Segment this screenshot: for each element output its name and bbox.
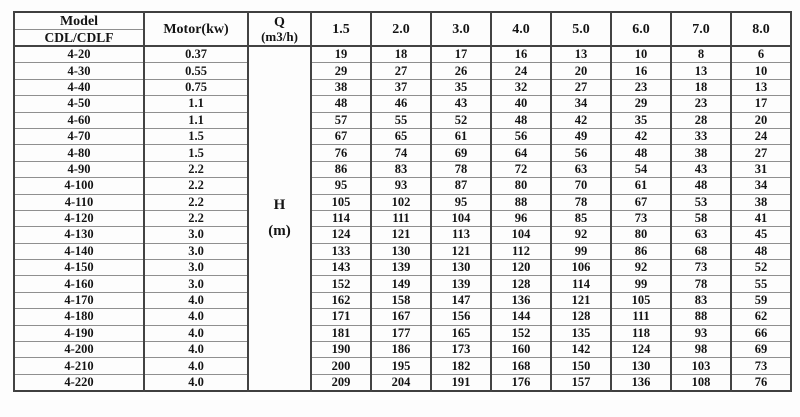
head-value-cell: 32 [491, 79, 551, 95]
model-cell: 4-20 [14, 46, 144, 63]
head-value-cell: 48 [611, 145, 671, 161]
head-value-cell: 191 [431, 374, 491, 391]
model-cell: 4-140 [14, 243, 144, 259]
head-value-cell: 48 [731, 243, 791, 259]
table-body [14, 46, 791, 391]
head-value-cell: 10 [731, 63, 791, 79]
head-value-cell: 209 [311, 374, 371, 391]
head-value-cell: 13 [731, 79, 791, 95]
head-symbol: H [273, 197, 286, 214]
head-value-cell: 128 [551, 309, 611, 325]
head-value-cell: 113 [431, 227, 491, 243]
head-value-cell: 83 [671, 292, 731, 308]
head-value-cell: 67 [311, 128, 371, 144]
head-value-cell: 114 [551, 276, 611, 292]
table-row [14, 96, 791, 112]
table-row [14, 128, 791, 144]
head-value-cell: 13 [551, 46, 611, 63]
head-value-cell: 70 [551, 178, 611, 194]
motor-cell: 3.0 [144, 227, 248, 243]
head-value-cell: 171 [311, 309, 371, 325]
head-value-cell: 48 [491, 112, 551, 128]
head-value-cell: 88 [491, 194, 551, 210]
model-cell: 4-190 [14, 325, 144, 341]
motor-cell: 2.2 [144, 210, 248, 226]
head-value-cell: 16 [491, 46, 551, 63]
model-cell: 4-100 [14, 178, 144, 194]
head-value-cell: 18 [371, 46, 431, 63]
motor-cell: 3.0 [144, 260, 248, 276]
head-value-cell: 95 [431, 194, 491, 210]
head-value-cell: 61 [431, 128, 491, 144]
head-value-cell: 114 [311, 210, 371, 226]
head-value-cell: 80 [491, 178, 551, 194]
model-cell: 4-170 [14, 292, 144, 308]
head-value-cell: 69 [731, 342, 791, 358]
flow-column-header: 4.0 [491, 12, 551, 46]
head-value-cell: 121 [371, 227, 431, 243]
table-row [14, 374, 791, 391]
motor-cell: 3.0 [144, 243, 248, 259]
head-value-cell: 124 [611, 342, 671, 358]
model-cell: 4-40 [14, 79, 144, 95]
pump-performance-table [13, 11, 792, 392]
head-value-cell: 92 [551, 227, 611, 243]
head-value-cell: 136 [491, 292, 551, 308]
flow-column-header-q [248, 12, 311, 46]
head-value-cell: 200 [311, 358, 371, 374]
head-value-cell: 133 [311, 243, 371, 259]
head-value-cell: 26 [431, 63, 491, 79]
head-unit-cell [248, 46, 311, 391]
head-value-cell: 62 [731, 309, 791, 325]
model-cell: 4-210 [14, 358, 144, 374]
head-value-cell: 20 [551, 63, 611, 79]
head-value-cell: 104 [431, 210, 491, 226]
head-value-cell: 182 [431, 358, 491, 374]
head-value-cell: 35 [611, 112, 671, 128]
head-value-cell: 38 [671, 145, 731, 161]
head-value-cell: 162 [311, 292, 371, 308]
motor-cell: 1.5 [144, 128, 248, 144]
head-value-cell: 86 [611, 243, 671, 259]
table-row [14, 79, 791, 95]
head-value-cell: 98 [671, 342, 731, 358]
model-cell: 4-70 [14, 128, 144, 144]
head-value-cell: 176 [491, 374, 551, 391]
head-value-cell: 85 [551, 210, 611, 226]
head-value-cell: 35 [431, 79, 491, 95]
head-value-cell: 17 [431, 46, 491, 63]
head-value-cell: 23 [611, 79, 671, 95]
head-value-cell: 128 [491, 276, 551, 292]
motor-cell: 1.1 [144, 112, 248, 128]
head-value-cell: 61 [611, 178, 671, 194]
head-value-cell: 87 [431, 178, 491, 194]
head-value-cell: 64 [491, 145, 551, 161]
head-value-cell: 118 [611, 325, 671, 341]
motor-cell: 4.0 [144, 309, 248, 325]
head-value-cell: 95 [311, 178, 371, 194]
motor-cell: 4.0 [144, 358, 248, 374]
series-label-header: CDL/CDLF [14, 30, 144, 47]
head-value-cell: 173 [431, 342, 491, 358]
head-value-cell: 124 [311, 227, 371, 243]
head-value-cell: 74 [371, 145, 431, 161]
head-value-cell: 144 [491, 309, 551, 325]
motor-cell: 4.0 [144, 374, 248, 391]
head-value-cell: 68 [671, 243, 731, 259]
model-cell: 4-130 [14, 227, 144, 243]
motor-cell: 4.0 [144, 292, 248, 308]
head-value-cell: 156 [431, 309, 491, 325]
head-value-cell: 73 [671, 260, 731, 276]
head-value-cell: 99 [551, 243, 611, 259]
head-value-cell: 48 [311, 96, 371, 112]
motor-cell: 0.37 [144, 46, 248, 63]
head-value-cell: 67 [611, 194, 671, 210]
motor-cell: 2.2 [144, 194, 248, 210]
head-value-cell: 42 [551, 112, 611, 128]
head-value-cell: 63 [551, 161, 611, 177]
head-value-cell: 83 [371, 161, 431, 177]
head-value-cell: 34 [731, 178, 791, 194]
head-value-cell: 139 [431, 276, 491, 292]
head-value-cell: 43 [431, 96, 491, 112]
head-value-cell: 34 [551, 96, 611, 112]
head-value-cell: 41 [731, 210, 791, 226]
motor-column-header: Motor(kw) [144, 12, 248, 46]
head-value-cell: 111 [371, 210, 431, 226]
model-column-header: Model [14, 12, 144, 30]
head-value-cell: 10 [611, 46, 671, 63]
flow-column-header: 1.5 [311, 12, 371, 46]
head-value-cell: 27 [551, 79, 611, 95]
head-value-cell: 165 [431, 325, 491, 341]
head-value-cell: 143 [311, 260, 371, 276]
head-value-cell: 195 [371, 358, 431, 374]
head-value-cell: 8 [671, 46, 731, 63]
table-row [14, 210, 791, 226]
flow-column-header: 2.0 [371, 12, 431, 46]
model-cell: 4-60 [14, 112, 144, 128]
model-cell: 4-30 [14, 63, 144, 79]
head-value-cell: 19 [311, 46, 371, 63]
flow-column-header: 7.0 [671, 12, 731, 46]
head-value-cell: 57 [311, 112, 371, 128]
table-row [14, 358, 791, 374]
header-row-1 [14, 12, 791, 30]
head-value-cell: 96 [491, 210, 551, 226]
head-value-cell: 111 [611, 309, 671, 325]
motor-cell: 2.2 [144, 161, 248, 177]
head-value-cell: 53 [671, 194, 731, 210]
head-value-cell: 76 [311, 145, 371, 161]
head-value-cell: 121 [431, 243, 491, 259]
head-value-cell: 56 [491, 128, 551, 144]
head-value-cell: 52 [431, 112, 491, 128]
model-cell: 4-150 [14, 260, 144, 276]
head-value-cell: 130 [371, 243, 431, 259]
head-value-cell: 58 [671, 210, 731, 226]
head-value-cell: 112 [491, 243, 551, 259]
table-row [14, 292, 791, 308]
model-cell: 4-90 [14, 161, 144, 177]
head-value-cell: 28 [671, 112, 731, 128]
head-value-cell: 27 [731, 145, 791, 161]
head-value-cell: 121 [551, 292, 611, 308]
head-value-cell: 80 [611, 227, 671, 243]
head-value-cell: 65 [371, 128, 431, 144]
table-row [14, 342, 791, 358]
head-value-cell: 190 [311, 342, 371, 358]
head-value-cell: 177 [371, 325, 431, 341]
head-value-cell: 142 [551, 342, 611, 358]
head-value-cell: 20 [731, 112, 791, 128]
head-value-cell: 103 [671, 358, 731, 374]
motor-cell: 1.5 [144, 145, 248, 161]
head-value-cell: 63 [671, 227, 731, 243]
head-value-cell: 69 [431, 145, 491, 161]
head-value-cell: 139 [371, 260, 431, 276]
head-value-cell: 78 [671, 276, 731, 292]
head-value-cell: 158 [371, 292, 431, 308]
table-row [14, 112, 791, 128]
head-value-cell: 33 [671, 128, 731, 144]
head-value-cell: 72 [491, 161, 551, 177]
head-value-cell: 181 [311, 325, 371, 341]
flow-column-header: 5.0 [551, 12, 611, 46]
model-cell: 4-160 [14, 276, 144, 292]
head-value-cell: 38 [731, 194, 791, 210]
head-value-cell: 46 [371, 96, 431, 112]
head-value-cell: 40 [491, 96, 551, 112]
model-cell: 4-220 [14, 374, 144, 391]
head-value-cell: 78 [431, 161, 491, 177]
table-row [14, 260, 791, 276]
head-value-cell: 147 [431, 292, 491, 308]
head-value-cell: 152 [491, 325, 551, 341]
head-value-cell: 168 [491, 358, 551, 374]
head-value-cell: 17 [731, 96, 791, 112]
model-cell: 4-50 [14, 96, 144, 112]
head-value-cell: 54 [611, 161, 671, 177]
motor-cell: 2.2 [144, 178, 248, 194]
table-row [14, 63, 791, 79]
head-value-cell: 55 [731, 276, 791, 292]
table-row [14, 145, 791, 161]
head-value-cell: 86 [311, 161, 371, 177]
head-value-cell: 55 [371, 112, 431, 128]
head-value-cell: 37 [371, 79, 431, 95]
head-value-cell: 104 [491, 227, 551, 243]
motor-cell: 0.75 [144, 79, 248, 95]
head-value-cell: 18 [671, 79, 731, 95]
flow-column-header: 8.0 [731, 12, 791, 46]
head-value-cell: 43 [671, 161, 731, 177]
head-unit: (m) [268, 223, 291, 240]
head-value-cell: 6 [731, 46, 791, 63]
head-value-cell: 24 [731, 128, 791, 144]
motor-cell: 4.0 [144, 325, 248, 341]
head-value-cell: 93 [371, 178, 431, 194]
flow-column-header: 6.0 [611, 12, 671, 46]
head-value-cell: 16 [611, 63, 671, 79]
table-row [14, 46, 791, 63]
table-row [14, 178, 791, 194]
head-value-cell: 42 [611, 128, 671, 144]
head-value-cell: 48 [671, 178, 731, 194]
head-value-cell: 99 [611, 276, 671, 292]
head-value-cell: 27 [371, 63, 431, 79]
head-value-cell: 49 [551, 128, 611, 144]
head-value-cell: 130 [611, 358, 671, 374]
head-value-cell: 78 [551, 194, 611, 210]
table-header [14, 12, 791, 46]
motor-cell: 0.55 [144, 63, 248, 79]
table-row [14, 309, 791, 325]
head-value-cell: 59 [731, 292, 791, 308]
head-value-cell: 204 [371, 374, 431, 391]
head-value-cell: 31 [731, 161, 791, 177]
motor-cell: 3.0 [144, 276, 248, 292]
head-value-cell: 24 [491, 63, 551, 79]
head-value-cell: 135 [551, 325, 611, 341]
head-value-cell: 108 [671, 374, 731, 391]
head-value-cell: 93 [671, 325, 731, 341]
flow-column-header: 3.0 [431, 12, 491, 46]
head-value-cell: 136 [611, 374, 671, 391]
head-value-cell: 76 [731, 374, 791, 391]
head-value-cell: 160 [491, 342, 551, 358]
head-value-cell: 29 [311, 63, 371, 79]
head-value-cell: 13 [671, 63, 731, 79]
head-value-cell: 105 [311, 194, 371, 210]
table-row [14, 243, 791, 259]
model-cell: 4-180 [14, 309, 144, 325]
model-cell: 4-120 [14, 210, 144, 226]
q-unit: (m3/h) [261, 28, 298, 44]
head-value-cell: 149 [371, 276, 431, 292]
head-value-cell: 29 [611, 96, 671, 112]
head-value-cell: 73 [731, 358, 791, 374]
head-value-cell: 52 [731, 260, 791, 276]
head-value-cell: 130 [431, 260, 491, 276]
motor-cell: 1.1 [144, 96, 248, 112]
head-value-cell: 152 [311, 276, 371, 292]
q-symbol: Q [274, 14, 285, 30]
head-value-cell: 157 [551, 374, 611, 391]
head-value-cell: 88 [671, 309, 731, 325]
table-row [14, 276, 791, 292]
motor-cell: 4.0 [144, 342, 248, 358]
head-value-cell: 105 [611, 292, 671, 308]
model-cell: 4-110 [14, 194, 144, 210]
head-value-cell: 56 [551, 145, 611, 161]
head-value-cell: 167 [371, 309, 431, 325]
head-value-cell: 102 [371, 194, 431, 210]
head-value-cell: 38 [311, 79, 371, 95]
head-value-cell: 66 [731, 325, 791, 341]
head-value-cell: 23 [671, 96, 731, 112]
head-value-cell: 120 [491, 260, 551, 276]
head-value-cell: 186 [371, 342, 431, 358]
table-row [14, 161, 791, 177]
table-row [14, 227, 791, 243]
model-cell: 4-80 [14, 145, 144, 161]
table-row [14, 194, 791, 210]
model-cell: 4-200 [14, 342, 144, 358]
head-value-cell: 45 [731, 227, 791, 243]
head-value-cell: 92 [611, 260, 671, 276]
head-value-cell: 150 [551, 358, 611, 374]
table-row [14, 325, 791, 341]
head-value-cell: 106 [551, 260, 611, 276]
head-value-cell: 73 [611, 210, 671, 226]
